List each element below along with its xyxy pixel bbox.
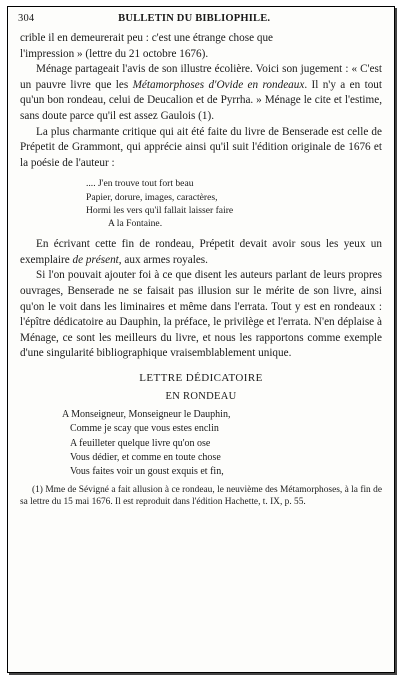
letter-title: LETTRE DÉDICATOIRE [139,371,263,384]
verse-line: Comme je scay que vous estes enclin [70,423,219,435]
page-number: 304 [18,13,35,24]
paragraph-benserade: Si l'on pouvait ajouter foi à ce que disent les auteurs parlant de leurs propres ouvrages, Benserade ne se faisait pas illusion sur le mérite de son livre, ainsi qu'on le voit dans les liminaires et même dans l'errata. Tout y est en rondeaux : l'épître dédicatoire au Dauphin, la préface, le privilège et l'errata. N'en déplaise à Ménage, ce sont les meilleurs du livre, et nous les rapportons comme exemple d'une singularité bibliographique vraisemblablement unique. [20,269,382,360]
footnote: (1) Mme de Sévigné a fait allusion à ce rondeau, le neuvième des Métamorphoses, à la fin de sa lettre du 15 mai 1676. Il est reproduit dans l'édition Hachette, t. IX, p. 55. [20,485,382,507]
paragraph-prepetit [20,237,382,268]
paragraph-line: l'impression » (lettre du 21 octobre 1676). [20,47,209,60]
paragraph-critique: La plus charmante critique qui ait été faite du livre de Benserade est celle de Prépetit de Grammont, qui apprécie ainsi qu'il suit l'édition originale de 1676 et la poésie de l'auteur : [20,125,382,169]
verse-line: Vous dédier, et comme en toute chose [70,451,221,463]
paragraph-continued [20,31,382,62]
verse-quote [86,177,382,230]
running-header [18,13,382,24]
italic-title: Métamorphoses d'Ovide en rondeaux [132,78,305,91]
running-title: BULLETIN DU BIBLIOPHILE. [118,13,271,24]
verse-line: A feuilleter quelque livre qu'on ose [70,437,211,449]
italic-phrase: de présent [72,253,119,266]
verse-line: Papier, dorure, images, caractères, [86,191,218,203]
page-body [20,31,382,509]
letter-subtitle: EN RONDEAU [165,390,237,402]
verse-line: A la Fontaine. [108,217,163,229]
text-run: . Il n'y a en tout qu'un bon rondeau, celui de Deucalion et de Pyrrha. » Ménage le cite et l'estime, sans doute parce qu'il est assez Gaulois (1). [20,78,382,122]
verse-line: A Monseigneur, Monseigneur le Dauphin, [62,409,231,421]
paragraph-menage [20,62,382,124]
verse-line: Vous faites voir un goust exquis et fin, [70,465,224,477]
verse-line: Hormi les vers qu'il fallait laisser faire [86,204,234,216]
book-page [7,6,395,673]
text-run: En écrivant cette fin de rondeau, Prépetit devait avoir sous les yeux un exemplaire [20,238,382,266]
text-run: , aux armes royales. [118,253,208,266]
verse-line: .... J'en trouve tout fort beau [86,178,194,190]
text-run: Ménage partageait l'avis de son illustre écolière. Voici son jugement : « C'est un pauvre livre que les [20,63,382,91]
rondeau-verse [62,408,382,479]
paragraph-line: crible il en demeurerait peu : c'est une étrange chose que [20,32,273,44]
